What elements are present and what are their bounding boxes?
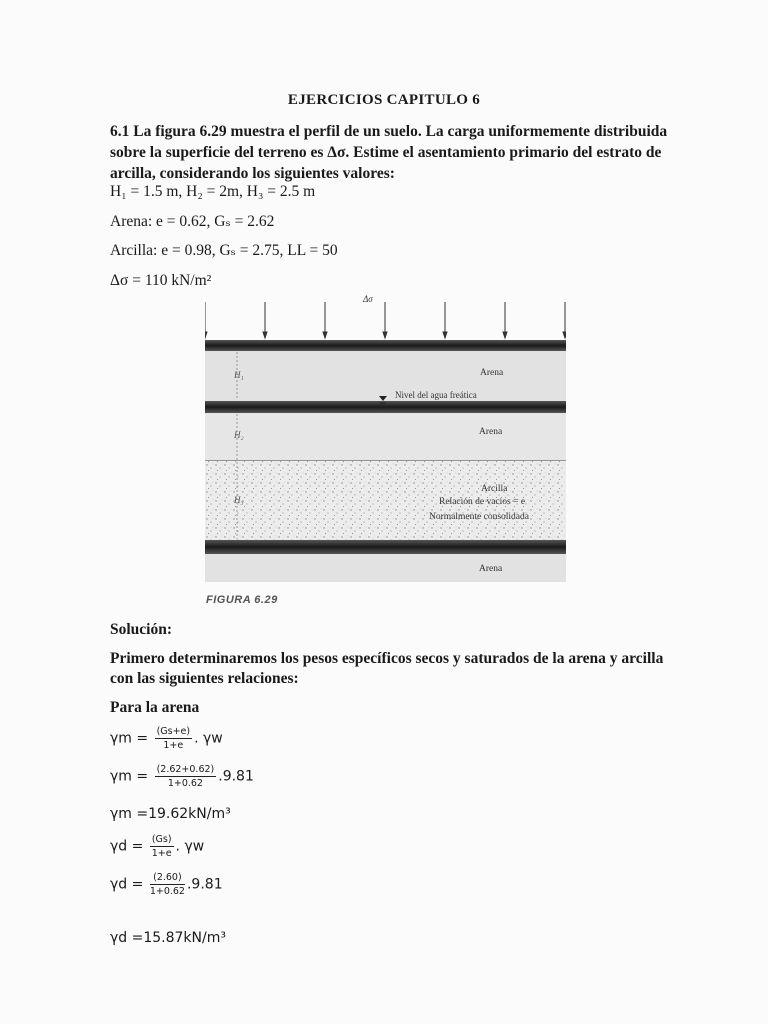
- eq5-lhs: γd =: [110, 876, 144, 893]
- surface-band: [205, 340, 566, 351]
- load-label: Δσ: [363, 294, 373, 304]
- equation-gamma-m: [110, 726, 223, 751]
- load-arrows: [205, 302, 566, 338]
- arena-layer-bottom: [205, 554, 566, 582]
- eq1-rhs: . γw: [194, 730, 223, 747]
- water-table-label: Nivel del agua freática: [395, 390, 477, 400]
- h1-label: H₁: [234, 370, 244, 380]
- eq1-numerator: (Gs+e): [156, 726, 191, 737]
- figure-caption: FIGURA 6.29: [206, 594, 278, 606]
- eq5-denominator: 1+0.62: [149, 886, 185, 897]
- eq4-rhs: . γw: [175, 838, 205, 855]
- equation-gamma-d-values: [110, 872, 223, 897]
- eq5-rhs: .9.81: [186, 876, 223, 893]
- soil-profile-figure: [205, 292, 566, 582]
- arena-layer-top: [205, 351, 566, 401]
- solution-heading: Solución:: [110, 621, 173, 638]
- solution-intro-1: Primero determinaremos los pesos específicos secos y saturados de la arena y arcilla: [110, 650, 664, 667]
- page-title: EJERCICIOS CAPITULO 6: [287, 92, 481, 108]
- sand-heading: Para la arena: [110, 699, 200, 716]
- equation-gamma-m-values: [110, 764, 254, 789]
- heights-values: H₁ = 1.5 m, H₂ = 2m, H₃ = 2.5 m: [110, 183, 316, 200]
- eq2-numerator: (2.62+0.62): [156, 764, 215, 775]
- load-value: Δσ = 110 kN/m²: [110, 272, 212, 289]
- equation-gamma-m-result: γm =19.62kN/m³: [110, 806, 231, 822]
- problem-line-3: arcilla, considerando los siguientes valores:: [110, 165, 395, 182]
- void-ratio-label: Relación de vacíos = e: [439, 497, 526, 507]
- eq2-lhs: γm =: [110, 768, 149, 785]
- arcilla-label: Arcilla: [481, 484, 508, 494]
- arena-top-label: Arena: [480, 368, 504, 378]
- arena-mid-label: Arena: [479, 427, 503, 437]
- eq4-lhs: γd =: [110, 838, 144, 855]
- problem-line-1: 6.1 La figura 6.29 muestra el perfil de un suelo. La carga uniformemente distribuida: [110, 123, 668, 140]
- solution-intro-2: con las siguientes relaciones:: [110, 670, 299, 687]
- h2-label: H₂: [234, 430, 244, 440]
- eq1-denominator: 1+e: [163, 740, 184, 751]
- eq4-numerator: (Gs): [151, 834, 172, 845]
- eq2-rhs: .9.81: [218, 768, 254, 785]
- arena-layer-mid: [205, 413, 566, 461]
- base-band: [205, 540, 566, 554]
- equation-gamma-d-result: γd =15.87kN/m³: [110, 930, 226, 946]
- eq1-lhs: γm =: [110, 730, 149, 747]
- eq4-denominator: 1+e: [151, 848, 172, 859]
- eq5-numerator: (2.60): [150, 872, 185, 885]
- arena-values: Arena: e = 0.62, Gₛ = 2.62: [110, 213, 275, 230]
- equation-gamma-d: [110, 834, 204, 859]
- eq2-denominator: 1+0.62: [167, 778, 203, 789]
- consolidated-label: Normalmente consolidada: [429, 512, 529, 522]
- arena-bottom-label: Arena: [479, 564, 503, 574]
- arcilla-values: Arcilla: e = 0.98, Gₛ = 2.75, LL = 50: [110, 242, 338, 259]
- h3-label: H₃: [234, 495, 244, 505]
- problem-line-2: sobre la superficie del terreno es Δσ. Estime el asentamiento primario del estrato de: [110, 144, 662, 161]
